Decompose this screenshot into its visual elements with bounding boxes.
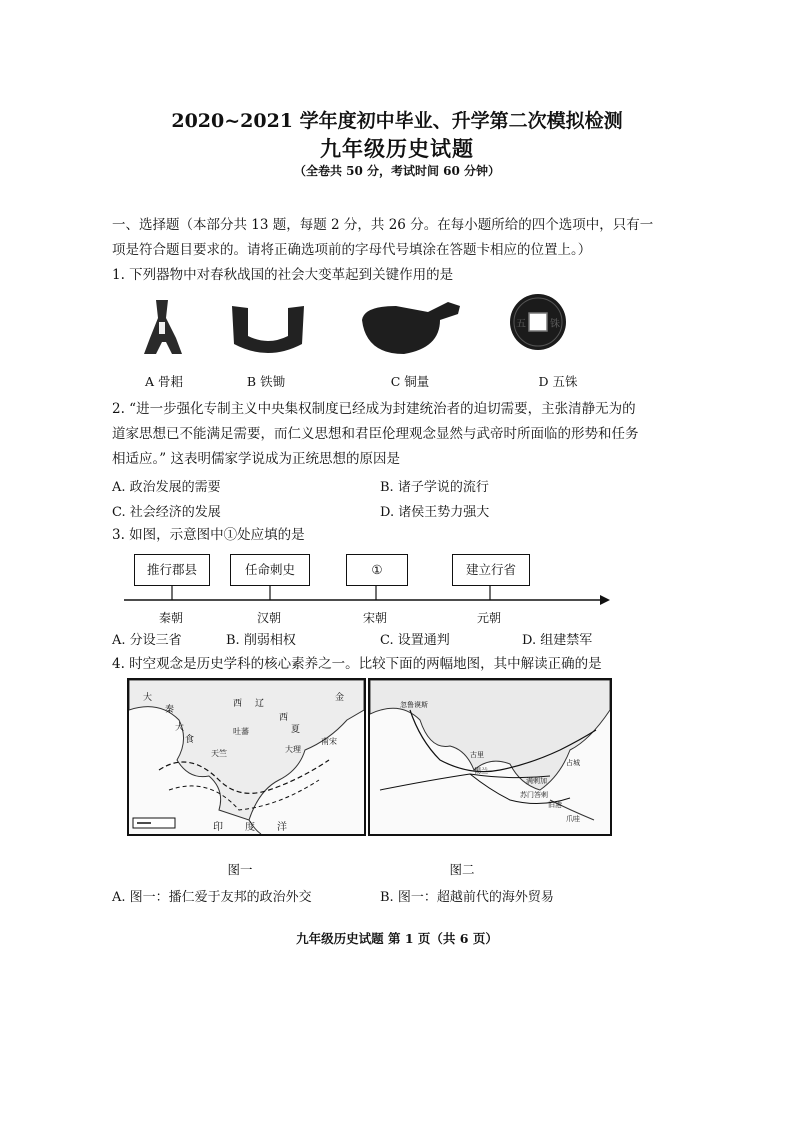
map1-label-liao: 辽 (255, 699, 265, 709)
map1-label-jin: 金 (335, 693, 345, 703)
map2-label-champa: 占城 (566, 759, 580, 767)
q3-dynasty-yuan: 元朝 (476, 611, 501, 625)
q3-option-a[interactable]: A. 分设三省 (112, 633, 182, 648)
map1-label-da2: 大 (175, 723, 185, 733)
map2-label-samudra: 苏门答剌 (520, 791, 548, 799)
page-footer: 九年级历史试题 第 1 页（共 6 页） (296, 931, 498, 946)
timeline-arrow (120, 584, 612, 610)
map1-label-qin: 秦 (165, 705, 175, 715)
map1-label-da: 大 (143, 693, 153, 703)
map-one-caption: 图一 (227, 862, 253, 877)
map1-label-du: 度 (245, 822, 255, 833)
map1-label-xia: 夏 (291, 725, 301, 735)
map1-label-tianzhu: 天竺 (211, 749, 227, 758)
section-intro-line2: 项是符合题目要求的。请将正确选项前的字母代号填涂在答题卡相应的位置上。） (112, 242, 592, 258)
exam-title: 2020~2021 学年度初中毕业、升学第二次模拟检测 (171, 110, 623, 132)
map-two-caption: 图二 (449, 862, 475, 877)
q3-option-c[interactable]: C. 设置通判 (380, 633, 450, 648)
iron-hoe-image (226, 300, 310, 360)
q1-stem: 1. 下列器物中对春秋战国的社会大变革起到关键作用的是 (112, 267, 454, 283)
map1-label-tubo: 吐蕃 (233, 727, 249, 736)
q4-option-b[interactable]: B. 图一：超越前代的海外贸易 (380, 890, 554, 905)
q1-item-a-label: A 骨耜 (144, 374, 183, 389)
exam-note: （全卷共 50 分，考试时间 60 分钟） (293, 164, 501, 178)
map1-label-shi: 食 (185, 735, 195, 745)
q1-item-b-label: B 铁锄 (246, 374, 286, 389)
q3-box-blank: ① (346, 554, 408, 586)
q2-stem-line3: 相适应。” 这表明儒家学说成为正统思想的原因是 (112, 451, 400, 467)
q3-option-b[interactable]: B. 削弱相权 (226, 633, 296, 648)
map2-label-hormuz: 忽鲁谟斯 (400, 701, 428, 709)
q2-option-c[interactable]: C. 社会经济的发展 (112, 505, 221, 520)
map2-label-palembang: 旧港 (548, 801, 562, 809)
map1-label-xi: 西 (233, 699, 243, 709)
map2-label-ceylon: 锡兰 (474, 767, 488, 775)
q2-option-b[interactable]: B. 诸子学说的流行 (380, 480, 489, 495)
q4-stem: 4. 时空观念是历史学科的核心素养之一。比较下面的两幅地图，其中解读正确的是 (112, 656, 602, 672)
q3-box-2: 任命刺史 (230, 554, 310, 586)
q3-dynasty-qin: 秦朝 (158, 611, 183, 625)
q3-dynasty-han: 汉朝 (256, 611, 281, 625)
q3-dynasty-song: 宋朝 (362, 611, 387, 625)
q3-option-d[interactable]: D. 组建禁军 (522, 633, 593, 648)
map-two (368, 678, 612, 836)
map-one (127, 678, 366, 836)
map1-label-yin: 印 (213, 822, 223, 833)
q2-stem-line1: 2. “进一步强化专制主义中央集权制度已经成为封建统治者的迫切需要，主张清静无为的 (112, 401, 636, 417)
section-intro-line1: 一、选择题（本部分共 13 题，每题 2 分，共 26 分。在每小题所给的四个选项中，只有一 (112, 217, 654, 233)
q1-item-d-label: D 五铢 (538, 374, 578, 389)
bronze-measure-image (356, 296, 464, 358)
map1-label-xi2: 西 (279, 713, 289, 723)
q3-box-1: 推行郡县 (134, 554, 210, 586)
svg-text:五: 五 (516, 319, 526, 330)
wuzhu-coin-image (508, 292, 568, 352)
map2-label-calicut: 古里 (470, 751, 484, 759)
svg-text:铢: 铢 (550, 319, 560, 330)
q3-box-4: 建立行省 (452, 554, 530, 586)
q2-stem-line2: 道家思想已不能满足需要，而仁义思想和君臣伦理观念显然与武帝时所面临的形势和任务 (112, 426, 639, 442)
map2-label-java: 爪哇 (566, 815, 580, 823)
q1-item-c-label: C 铜量 (390, 374, 430, 389)
map1-label-yang: 洋 (277, 822, 287, 833)
bone-spade-image (136, 296, 188, 358)
q2-option-d[interactable]: D. 诸侯王势力强大 (380, 505, 490, 520)
q4-option-a[interactable]: A. 图一：播仁爱于友邦的政治外交 (112, 890, 312, 905)
map1-label-dali: 大理 (285, 745, 301, 754)
exam-subtitle: 九年级历史试题 (320, 136, 474, 161)
map1-label-nansong: 南宋 (321, 737, 337, 746)
q3-stem: 3. 如图，示意图中①处应填的是 (112, 527, 305, 543)
map2-label-malacca: 满剌加 (526, 777, 547, 785)
q2-option-a[interactable]: A. 政治发展的需要 (112, 480, 221, 495)
